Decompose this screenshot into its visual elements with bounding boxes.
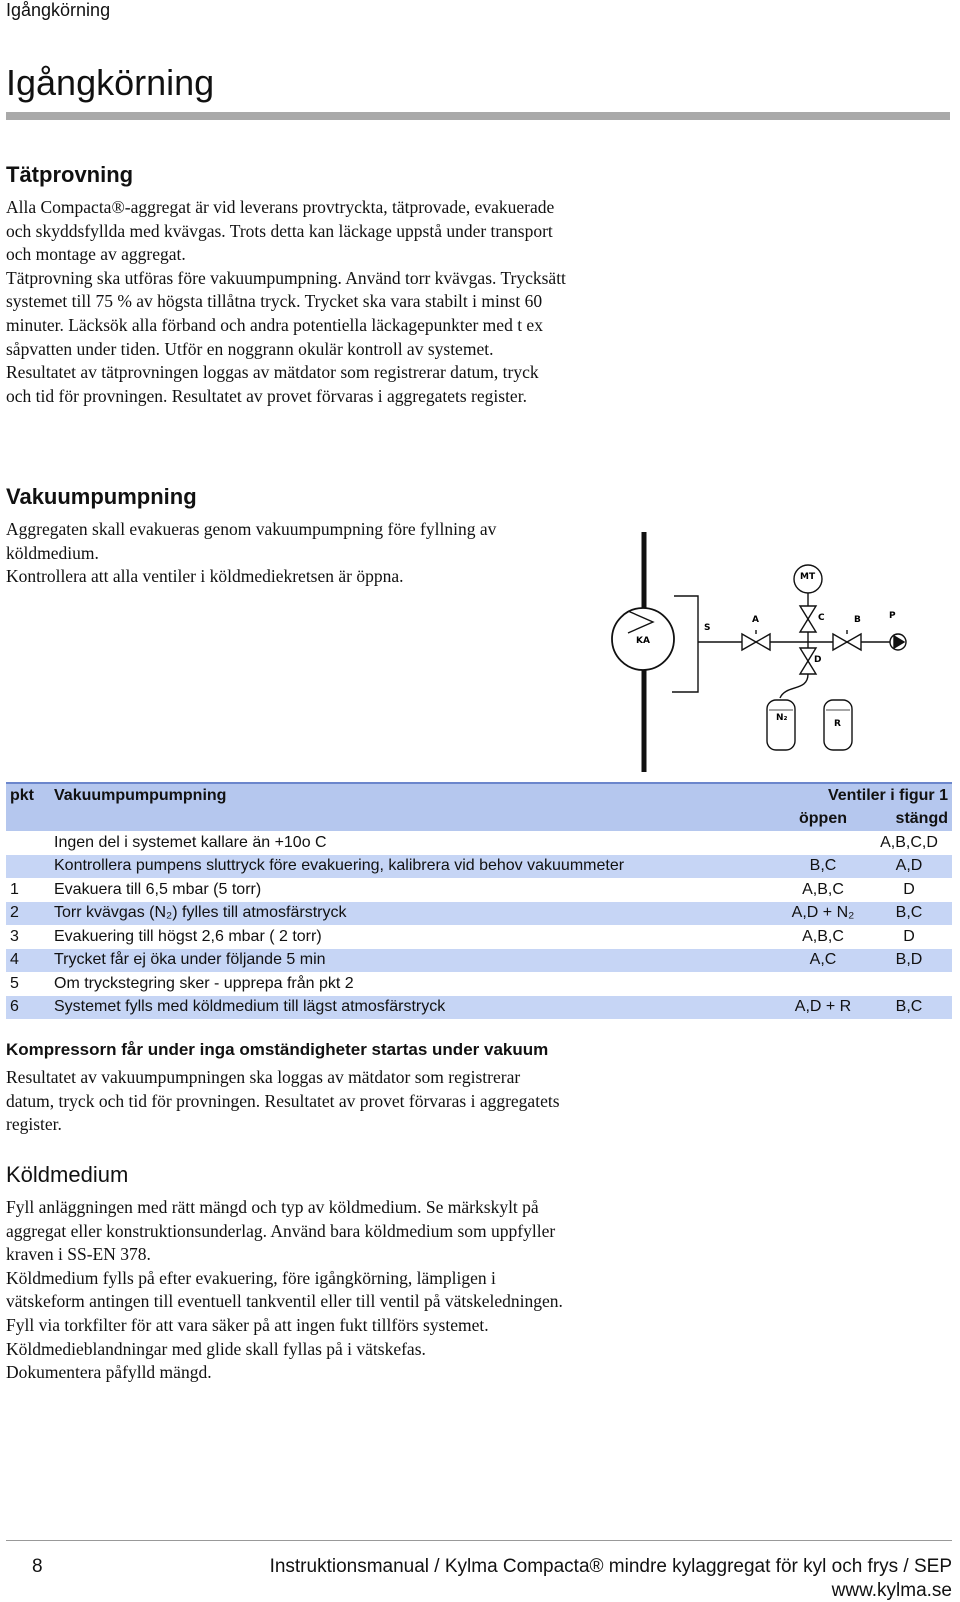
row-open: B,C — [780, 855, 866, 879]
koldmedium-body — [6, 1196, 566, 1385]
paragraph: Alla Compacta®-aggregat är vid leverans provtryckta, tätprovade, evakuerade och skyddsfyllda med kvävgas. Trots detta kan läckage uppstå under transport och montage av aggregat. — [6, 197, 555, 265]
paragraph: Dokumentera påfylld mängd. — [6, 1362, 212, 1383]
row-pkt: 2 — [6, 902, 50, 926]
row-pkt: 1 — [10, 880, 19, 898]
row-text: Om tryckstegring sker - upprepa från pkt 2 — [54, 974, 354, 992]
label-d: D — [814, 655, 822, 665]
table-header-row — [6, 783, 952, 808]
row-text: Trycket får ej öka under följande 5 min — [50, 949, 780, 973]
compressor-pipe — [672, 596, 698, 692]
title-rule — [6, 112, 950, 120]
header-valves: Ventiler i figur 1 — [780, 783, 952, 808]
row-open: A,C — [780, 949, 866, 973]
row-closed: A,B,C,D — [880, 833, 938, 851]
row-closed: B,C — [866, 996, 952, 1020]
header-step: Vakuumpumpumpning — [50, 783, 780, 808]
row-open: A,D + R — [780, 996, 866, 1020]
row-open — [780, 831, 866, 855]
label-mt: MT — [800, 572, 816, 582]
row-closed — [866, 972, 952, 996]
warning-text: Kompressorn får under inga omständigheter startas under vakuum — [6, 1040, 549, 1059]
result-text: Resultatet av vakuumpumpningen ska loggas av mätdator som registrerar datum, tryck och tid för provningen. Resultatet av provet förvaras i aggregatets register. — [6, 1067, 560, 1135]
footer-rule — [6, 1540, 952, 1541]
table-row — [6, 949, 952, 973]
heading-tatprovning: Tätprovning — [6, 162, 134, 187]
vakuum-body — [6, 518, 546, 589]
label-ka: KA — [636, 636, 650, 646]
row-text: Torr kvävgas (N₂) fylles till atmosfärstryck — [50, 902, 780, 926]
row-pkt: 5 — [10, 974, 19, 992]
valve-b — [833, 634, 847, 650]
row-pkt — [6, 831, 50, 855]
row-text: Evakuera till 6,5 mbar (5 torr) — [54, 880, 262, 898]
footer-url[interactable]: www.kylma.se — [831, 1580, 952, 1601]
paragraph: Resultatet av tätprovningen loggas av mätdator som registrerar datum, tryck och tid för provningen. Resultatet av provet förvaras i aggregatets register. — [6, 362, 539, 406]
label-b: B — [854, 615, 861, 625]
hose-n2 — [780, 674, 808, 698]
table-row — [6, 972, 952, 996]
row-open: A,D + N₂ — [780, 902, 866, 926]
table-row — [6, 855, 952, 879]
row-text: Kontrollera pumpens sluttryck före evakuering, kalibrera vid behov vakuummeter — [50, 855, 780, 879]
table-row — [6, 831, 952, 855]
paragraph: Kontrollera att alla ventiler i köldmediekretsen är öppna. — [6, 566, 404, 587]
piping-diagram — [608, 532, 928, 772]
paragraph: Aggregaten skall evakueras genom vakuumpumpning före fyllning av köldmedium. — [6, 519, 497, 563]
row-pkt: 3 — [10, 927, 19, 945]
row-text: Evakuering till högst 2,6 mbar ( 2 torr) — [54, 927, 322, 945]
header-open: öppen — [780, 808, 866, 832]
running-header: Igångkörning — [6, 0, 111, 20]
vacuum-procedure-table — [6, 782, 952, 1019]
paragraph: Tätprovning ska utföras före vakuumpumpning. Använd torr kvävgas. Trycksätt systemet till 75 % av högsta tillåtna tryck. Trycket ska vara stabilt i minst 60 minuter. Läcksök alla förband och andra potentiella läckagepunkter med t ex såpvatten under tiden. Utför en noggrann okulär kontroll av systemet. — [6, 267, 566, 359]
label-p: P — [889, 611, 896, 621]
row-closed: D — [903, 880, 915, 898]
page-number: 8 — [32, 1556, 43, 1577]
table-row — [6, 925, 952, 949]
table-row — [6, 902, 952, 926]
row-pkt: 6 — [6, 996, 50, 1020]
valve-a — [742, 634, 756, 650]
page-title: Igångkörning — [6, 62, 215, 103]
row-text: Systemet fylls med köldmedium till lägst atmosfärstryck — [50, 996, 780, 1020]
table-row — [6, 996, 952, 1020]
row-open — [780, 972, 866, 996]
paragraph: Köldmedieblandningar med glide skall fyllas på i vätskefas. — [6, 1338, 426, 1359]
heading-vakuumpumpning: Vakuumpumpning — [6, 484, 197, 509]
heading-koldmedium: Köldmedium — [6, 1162, 129, 1187]
tatprovning-body — [6, 196, 566, 408]
row-open: A,B,C — [802, 927, 844, 945]
row-closed: B,D — [866, 949, 952, 973]
label-s: S — [704, 623, 711, 633]
table-row — [6, 878, 952, 902]
table-subheader-row — [6, 808, 952, 832]
label-c: C — [818, 613, 825, 623]
row-closed: D — [903, 927, 915, 945]
row-open: A,B,C — [802, 880, 844, 898]
table-body — [6, 831, 952, 1019]
row-closed: B,C — [866, 902, 952, 926]
paragraph: Köldmedium fylls på efter evakuering, före igångkörning, lämpligen i vätskeform antingen till eventuell tankventil eller till ventil på vätskeledningen. — [6, 1267, 563, 1312]
valve-c — [800, 606, 816, 619]
row-pkt — [6, 855, 50, 879]
label-a: A — [752, 615, 759, 625]
row-pkt: 4 — [6, 949, 50, 973]
row-text: Ingen del i systemet kallare än +10o C — [54, 833, 327, 851]
label-r: R — [834, 719, 841, 729]
footer-title: Instruktionsmanual / Kylma Compacta® mindre kylaggregat för kyl och frys / SEP — [269, 1556, 952, 1577]
row-closed: A,D — [866, 855, 952, 879]
cylinder-n2 — [767, 700, 795, 750]
header-closed: stängd — [866, 808, 952, 832]
header-pkt: pkt — [6, 783, 50, 808]
paragraph: Fyll anläggningen med rätt mängd och typ av köldmedium. Se märkskylt på aggregat eller konstruktionsunderlag. Använd bara köldmedium som uppfyller kraven i SS-EN 378. — [6, 1197, 556, 1265]
label-n2: N₂ — [776, 713, 788, 723]
paragraph: Fyll via torkfilter för att vara säker på att ingen fukt tillförs systemet. — [6, 1314, 489, 1335]
